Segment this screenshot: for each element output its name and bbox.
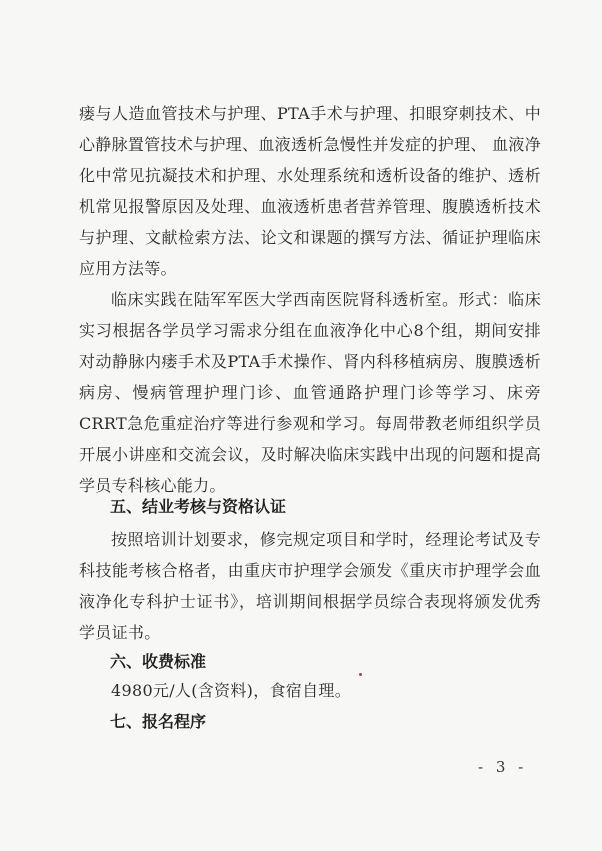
paragraph-certification: 按照培训计划要求，修完规定项目和学时，经理论考试及专科技能考核合格者，由重庆市护理学会颁发《重庆市护理学会血液净化专科护士证书》，培训期间根据学员综合表现将颁发优秀学员证书。 [79,530,541,642]
ink-speck [359,673,362,676]
paragraph-training-content: 瘘与人造血管技术与护理、PTA手术与护理、扣眼穿刺技术、中心静脉置管技术与护理、血液透析急慢性并发症的护理、 血液净化中常见抗凝技术和护理、水处理系统和透析设备的维护、透析机常见报警原因及处理、血液透析患者营养管理、腹膜透析技术与护理、文献检索方法、论文和课题的撰写方法、循证护理临床应用方法等。 [79,104,541,278]
heading-assessment-certification: 五、结业考核与资格认证 [110,497,287,516]
heading-fees: 六、收费标准 [110,652,207,671]
heading-registration: 七、报名程序 [110,712,207,731]
paragraph-clinical-practice: 临床实践在陆军军医大学西南医院肾科透析室。形式：临床实习根据各学员学习需求分组在血液净化中心8个组，期间安排对动静脉内瘘手术及PTA手术操作、肾内科移植病房、腹膜透析病房、慢病管理护理门诊、血管通路护理门诊等学习、床旁CRRT急危重症治疗等进行参观和学习。每周带教老师组织学员开展小讲座和交流会议，及时解决临床实践中出现的问题和提高学员专科核心能力。 [79,290,541,495]
paragraph-fee-amount: 4980元/人(含资料)，食宿自理。 [111,681,351,700]
page-number: - 3 - [478,758,528,776]
